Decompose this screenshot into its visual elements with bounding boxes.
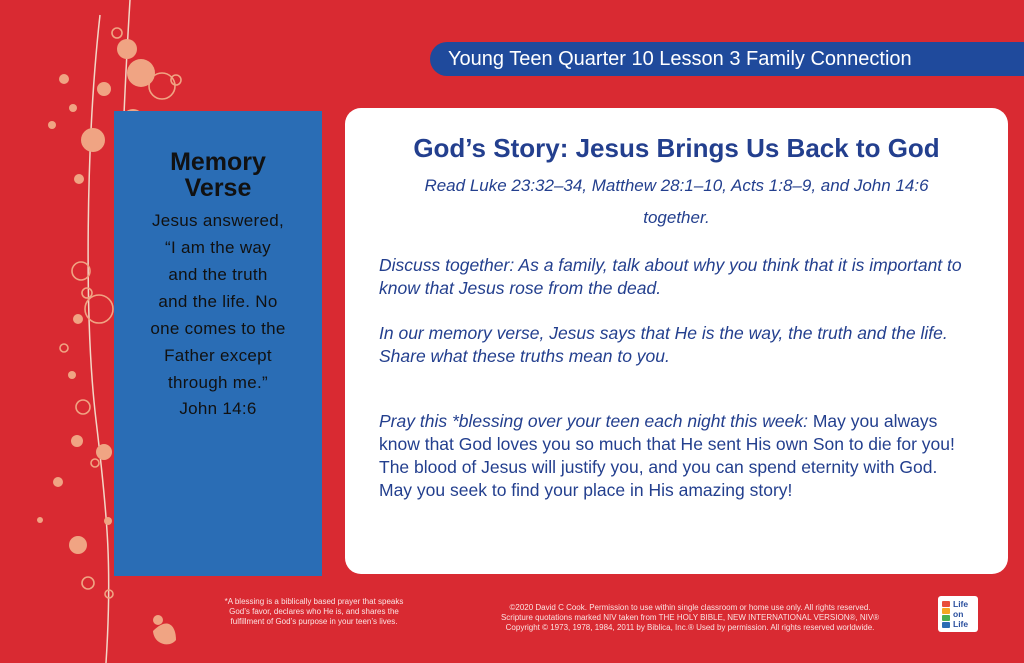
logo-word: on [953,609,964,619]
copyright-line: Scripture quotations marked NIV taken from THE HOLY BIBLE, NEW INTERNATIONAL VERSION®, NIV® [500,613,880,622]
logo-word: Life [953,599,969,609]
verse-line: “I am the way [165,238,271,257]
blessing-footnote [196,597,432,627]
copyright-line: ©2020 David C Cook. Permission to use within single classroom or home use only. All rights reserved. [509,603,871,612]
reading-assignment-line2: together. [643,208,710,227]
blessing-text: May you always know that God loves you so much that He sent His own Son to die for you! The blood of Jesus will justify you, and you can spend eternity with God. May you seek to find your place in His amazing story! [379,411,955,500]
copyright-notice [448,603,932,633]
footnote-line: *A blessing is a biblically based prayer that speaks [224,597,404,606]
verse-line: and the life. No [158,292,278,311]
memory-verse-card [114,111,322,576]
reading-assignment-line1: Read Luke 23:32–34, Matthew 28:1–10, Acts 1:8–9, and John 14:6 [424,176,929,195]
logo-mark-icon [942,601,950,627]
memory-verse-prompt: In our memory verse, Jesus says that He is the way, the truth and the life. Share what these truths mean to you. [379,323,948,366]
lesson-banner: Young Teen Quarter 10 Lesson 3 Family Connection [430,42,1024,76]
verse-line: and the truth [168,265,268,284]
discussion-prompt: Discuss together: As a family, talk about why you think that it is important to know that Jesus rose from the dead. [379,255,962,298]
verse-line: Father except [164,346,272,365]
footnote-line: God’s favor, declares who He is, and shares the [229,607,399,616]
logo-word: Life [953,619,969,629]
footnote-line: fulfillment of God’s purpose in your teen’s lives. [230,617,398,626]
memory-verse-text [122,207,314,422]
story-title: God’s Story: Jesus Brings Us Back to God [413,133,940,163]
memory-verse-heading [114,149,322,201]
logo-wordmark [953,599,968,629]
blessing-prayer [379,410,974,502]
verse-line: through me.” [168,373,268,392]
gods-story-card [345,108,1008,574]
blessing-lead: Pray this *blessing over your teen each night this week: [379,411,808,431]
memory-verse-heading-line2: Verse [184,174,252,202]
reading-assignment [379,170,974,234]
verse-line: Jesus answered, [151,211,285,230]
memory-verse-heading-line1: Memory [170,148,266,176]
copyright-line: Copyright © 1973, 1978, 1984, 2011 by Biblica, Inc.® Used by permission. All rights reserved worldwide. [505,623,875,632]
life-on-life-logo [938,596,978,632]
verse-line: one comes to the [150,319,286,338]
verse-reference: John 14:6 [179,399,257,418]
